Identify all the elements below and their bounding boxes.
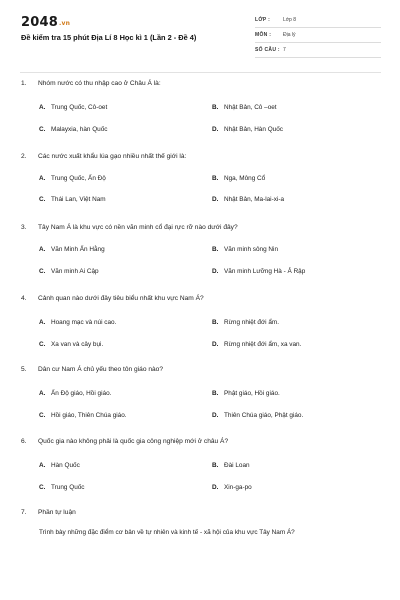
option-text: Xa van và cây bụi. — [51, 341, 104, 348]
option-text: Hồi giáo, Thiên Chúa giáo. — [51, 412, 127, 419]
option-letter: D. — [212, 196, 219, 203]
option-text: Nhật Bản, Ma-lai-xi-a — [224, 196, 285, 203]
option-letter: D. — [212, 341, 219, 348]
question-number: 6. — [21, 438, 27, 445]
option-text: Rừng nhiệt đới ẩm. — [224, 319, 280, 326]
option-letter: C. — [39, 126, 46, 133]
essay-title: Phần tự luận — [38, 509, 76, 516]
answer-option-b[interactable] — [212, 390, 280, 397]
question-text — [21, 224, 238, 231]
option-letter: C. — [39, 484, 46, 491]
option-text: Xin-ga-po — [224, 484, 252, 491]
meta-row-subject — [255, 30, 381, 43]
answer-option-b[interactable] — [212, 462, 250, 469]
answer-option-c[interactable] — [39, 412, 127, 419]
option-text: Trung Quốc, Ấn Độ — [51, 175, 106, 182]
meta-label: SỐ CÂU : — [255, 47, 280, 53]
meta-row-question-count — [255, 45, 381, 58]
answer-option-d[interactable] — [212, 484, 252, 491]
option-text: Đài Loan — [224, 462, 250, 469]
answer-option-a[interactable] — [39, 319, 116, 326]
option-text: Nhật Bản, Cô –oet — [224, 104, 277, 111]
option-letter: B. — [212, 319, 219, 326]
answer-option-a[interactable] — [39, 390, 111, 397]
option-text: Văn minh Lưỡng Hà - Ả Rập — [224, 268, 306, 275]
question-number: 4. — [21, 295, 27, 302]
option-letter: C. — [39, 341, 46, 348]
option-letter: C. — [39, 196, 46, 203]
answer-option-d[interactable] — [212, 412, 303, 419]
meta-value: Lớp 8 — [283, 17, 297, 23]
option-text: Trung Quốc, Cô-oet — [51, 104, 108, 111]
question-stem: Các nước xuất khẩu lúa gạo nhiều nhất thế giới là: — [38, 153, 187, 160]
meta-label: LỚP : — [255, 17, 271, 23]
question-stem: Tây Nam Á là khu vực có nền văn minh cổ đại rực rỡ nào dưới đây? — [38, 224, 238, 231]
question-number: 7. — [21, 509, 27, 516]
answer-option-c[interactable] — [39, 484, 85, 491]
answer-option-b[interactable] — [212, 175, 265, 182]
answer-option-a[interactable] — [39, 462, 80, 469]
question-text — [21, 438, 228, 445]
answer-option-c[interactable] — [39, 341, 103, 348]
option-text: Rừng nhiệt đới ẩm, xa van. — [224, 341, 302, 348]
answer-option-c[interactable] — [39, 268, 99, 275]
option-letter: A. — [39, 246, 46, 253]
question-stem: Cảnh quan nào dưới đây tiêu biểu nhất khu vực Nam Á? — [38, 295, 204, 302]
option-letter: A. — [39, 104, 46, 111]
option-text: Thái Lan, Việt Nam — [51, 196, 106, 203]
essay-prompt: Trình bày những đặc điểm cơ bản về tự nhiên và kinh tế - xã hội của khu vực Tây Nam Á? — [39, 529, 295, 536]
option-letter: D. — [212, 484, 219, 491]
option-letter: D. — [212, 412, 219, 419]
option-text: Hàn Quốc — [51, 462, 80, 469]
option-text: Malayxia, hàn Quốc — [51, 126, 108, 133]
question-text — [21, 295, 204, 302]
question-stem: Dân cư Nam Á chủ yếu theo tôn giáo nào? — [38, 366, 164, 373]
option-text: Phật giáo, Hồi giáo. — [224, 390, 280, 397]
option-text: Trung Quốc — [51, 484, 85, 491]
question-text — [21, 153, 186, 160]
option-letter: A. — [39, 319, 46, 326]
exam-meta — [255, 15, 381, 60]
option-letter: B. — [212, 390, 219, 397]
answer-option-b[interactable] — [212, 246, 278, 253]
question-number: 3. — [21, 224, 27, 231]
option-letter: C. — [39, 412, 46, 419]
option-text: Ấn Độ giáo, Hồi giáo. — [51, 390, 112, 397]
meta-value: 7 — [283, 47, 286, 53]
option-letter: D. — [212, 126, 219, 133]
question-text — [21, 509, 76, 516]
meta-label: MÔN : — [255, 32, 272, 38]
question-text — [21, 366, 163, 373]
option-letter: B. — [212, 175, 219, 182]
answer-option-b[interactable] — [212, 319, 279, 326]
question-number: 2. — [21, 153, 27, 160]
answer-option-d[interactable] — [212, 268, 305, 275]
answer-option-c[interactable] — [39, 126, 107, 133]
option-text: Thiên Chúa giáo, Phật giáo. — [224, 412, 304, 419]
question-number: 5. — [21, 366, 27, 373]
site-logo[interactable] — [21, 15, 70, 30]
question-stem: Nhóm nước có thu nhập cao ở Châu Á là: — [38, 80, 161, 87]
option-text: Nga, Mông Cổ — [224, 175, 266, 182]
option-text: Văn minh Ai Cập — [51, 268, 99, 275]
answer-option-d[interactable] — [212, 126, 283, 133]
option-text: Văn Minh Ấn Hằng — [51, 246, 105, 253]
option-letter: A. — [39, 462, 46, 469]
question-stem: Quốc gia nào không phải là quốc gia công nghiệp mới ở châu Á? — [38, 438, 229, 445]
answer-option-d[interactable] — [212, 196, 284, 203]
option-letter: A. — [39, 390, 46, 397]
logo-main-text: 2048 — [21, 15, 58, 30]
question-number: 1. — [21, 80, 27, 87]
logo-suffix-text: .vn — [58, 20, 71, 27]
option-letter: D. — [212, 268, 219, 275]
answer-option-d[interactable] — [212, 341, 301, 348]
option-letter: B. — [212, 462, 219, 469]
answer-option-a[interactable] — [39, 246, 105, 253]
option-letter: B. — [212, 104, 219, 111]
option-text: Hoang mạc và núi cao. — [51, 319, 117, 326]
question-text — [21, 80, 161, 87]
option-text: Văn minh sông Nin — [224, 246, 278, 253]
exam-header — [0, 0, 400, 70]
meta-row-class — [255, 15, 381, 28]
option-letter: C. — [39, 268, 46, 275]
option-letter: A. — [39, 175, 46, 182]
header-divider — [20, 72, 381, 73]
meta-value: Địa lý — [283, 32, 296, 38]
option-letter: B. — [212, 246, 219, 253]
answer-option-b[interactable] — [212, 104, 277, 111]
answer-option-a[interactable] — [39, 175, 106, 182]
answer-option-c[interactable] — [39, 196, 106, 203]
option-text: Nhật Bản, Hàn Quốc — [224, 126, 283, 133]
exam-title: Đề kiểm tra 15 phút Địa Lí 8 Học kì 1 (Lần 2 - Đề 4) — [21, 33, 197, 42]
answer-option-a[interactable] — [39, 104, 107, 111]
